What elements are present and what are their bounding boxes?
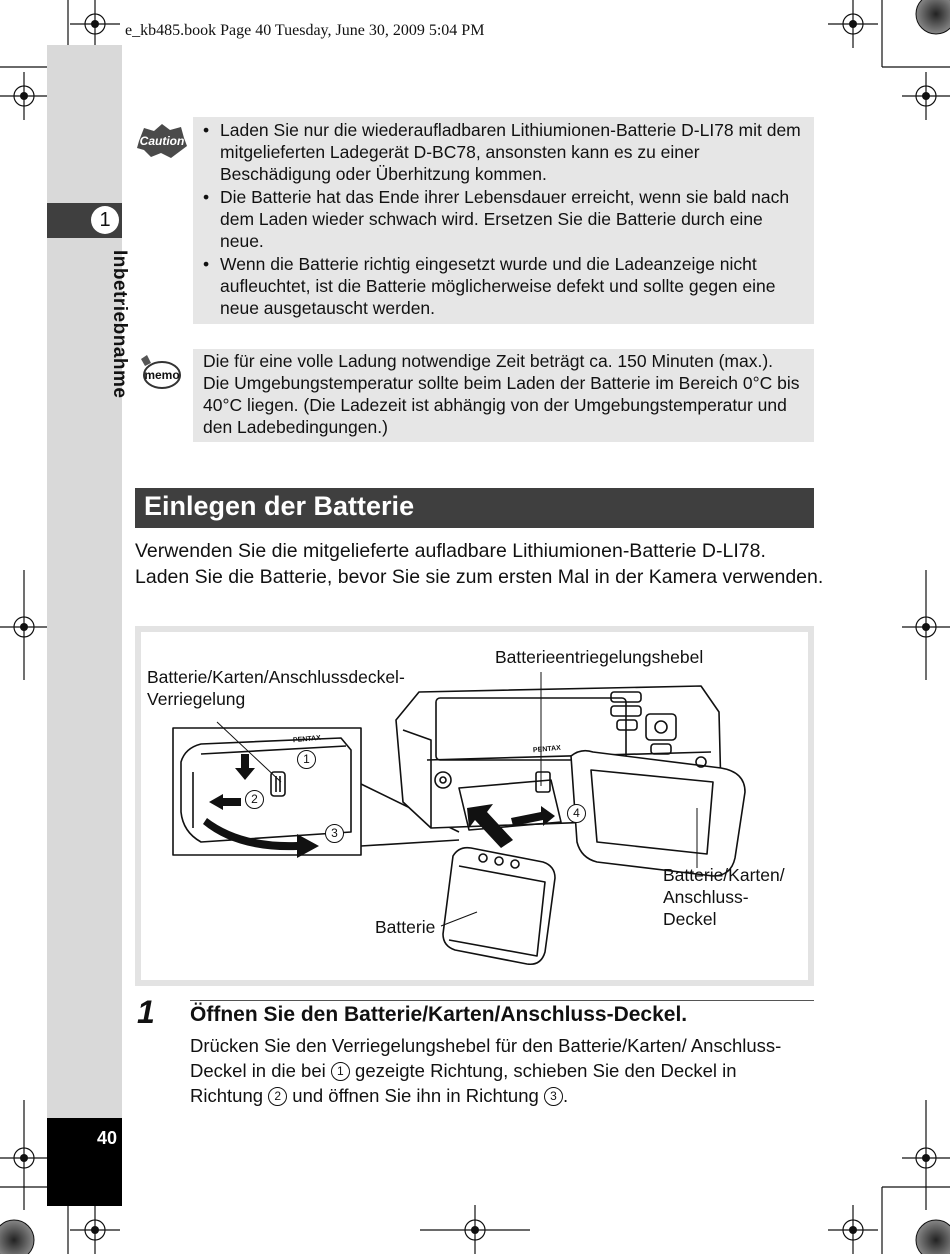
brand-text: PENTAX xyxy=(292,734,322,745)
step-number: 1 xyxy=(137,994,155,1030)
memo-icon xyxy=(137,353,181,391)
caution-list xyxy=(193,119,814,320)
svg-text:memo: memo xyxy=(144,368,180,382)
ref-marker-1: 1 xyxy=(331,1062,350,1081)
marker-2: 2 xyxy=(245,790,264,809)
marker-4: 4 xyxy=(567,804,586,823)
step-title: Öffnen Sie den Batterie/Karten/Anschluss-Deckel. xyxy=(190,1003,688,1026)
caution-box xyxy=(193,117,814,324)
battery-figure xyxy=(135,626,814,986)
print-header: e_kb485.book Page 40 Tuesday, June 30, 2009 5:04 PM xyxy=(125,22,485,39)
caution-item: • Laden Sie nur die wiederaufladbaren Lithiumionen-Batterie D-LI78 mit dem mitgelieferten Ladegerät D-BC78, ansonsten kann es zu einer Beschädigung oder Überhitzung kommen. xyxy=(193,119,804,185)
marker-3: 3 xyxy=(325,824,344,843)
ref-marker-2: 2 xyxy=(268,1087,287,1106)
label-release-lever: Batterieentriegelungshebel xyxy=(495,647,704,667)
marker-1: 1 xyxy=(297,750,316,769)
svg-text:Caution: Caution xyxy=(139,134,185,148)
section-title: Einlegen der Batterie xyxy=(144,491,415,521)
chapter-label: Inbetriebnahme xyxy=(109,250,130,399)
caution-item: • Die Batterie hat das Ende ihrer Lebensdauer erreicht, wenn sie bald nach dem Laden wieder schwach wird. Ersetzen Sie die Batterie durch eine neue. xyxy=(193,186,804,252)
memo-text: Die für eine volle Ladung notwendige Zeit beträgt ca. 150 Minuten (max.). Die Umgebungstemperatur sollte beim Laden der Batterie im Bereich 0°C bis 40°C liegen. (Die Ladezeit ist abhängig von der Umgebungstemperatur und den Ladebedingungen.) xyxy=(203,351,800,437)
caution-item: • Wenn die Batterie richtig eingesetzt wurde und die Ladeanzeige nicht aufleuchtet, ist die Batterie möglicherweise defekt und sollte gegen eine neue ausgetauscht werden. xyxy=(193,253,804,319)
section-intro: Verwenden Sie die mitgelieferte aufladbare Lithiumionen-Batterie D-LI78. Laden Sie die Batterie, bevor Sie sie zum ersten Mal in der Kamera verwenden. xyxy=(135,540,824,588)
brand-text: PENTAX xyxy=(532,744,562,755)
memo-box xyxy=(193,349,814,442)
ref-marker-3: 3 xyxy=(544,1087,563,1106)
page-number: 40 xyxy=(96,1128,117,1148)
label-lock: Batterie/Karten/Anschlussdeckel- Verriegelung xyxy=(147,667,405,709)
step-text: Drücken Sie den Verriegelungshebel für den Batterie/Karten/ Anschluss-Deckel in die bei 1 gezeigte Richtung, schieben Sie den Deckel in Richtung 2 und öffnen Sie ihn in Richtung 3 . xyxy=(190,1035,782,1106)
step-divider xyxy=(190,1000,814,1001)
section-heading-bar xyxy=(135,488,814,528)
caution-icon xyxy=(137,124,187,158)
label-battery: Batterie xyxy=(375,917,436,937)
chapter-number: 1 xyxy=(91,206,119,234)
label-cover: Batterie/Karten/ Anschluss- Deckel xyxy=(663,865,785,929)
figure-canvas xyxy=(141,632,808,980)
